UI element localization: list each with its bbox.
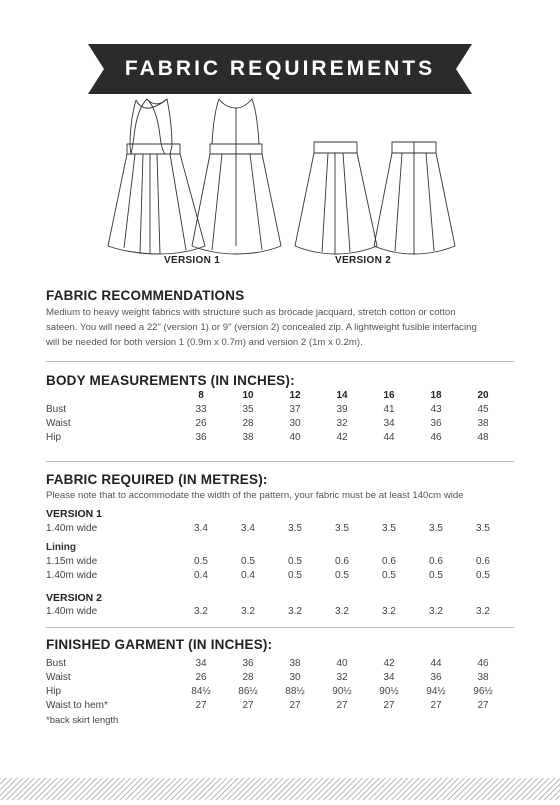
recommendation-line: will be needed for both version 1 (0.9m x 0.7m) and version 2 (1m x 0.2m). bbox=[46, 337, 363, 348]
table-cell: 0.6 bbox=[429, 556, 443, 567]
table-cell: 27 bbox=[289, 700, 301, 711]
table-cell: 38 bbox=[242, 432, 254, 443]
table-cell: 38 bbox=[477, 672, 489, 683]
section-divider bbox=[46, 461, 514, 462]
table-cell: 44 bbox=[383, 432, 395, 443]
table-row bbox=[46, 404, 516, 418]
table-cell: 36 bbox=[195, 432, 207, 443]
title-banner bbox=[88, 44, 472, 94]
table-row bbox=[46, 686, 516, 700]
lining-heading-row bbox=[46, 542, 516, 556]
table-cell: 38 bbox=[477, 418, 489, 429]
table-cell: 28 bbox=[242, 418, 254, 429]
table-cell: 36 bbox=[430, 672, 442, 683]
table-cell: 46 bbox=[430, 432, 442, 443]
table-cell: 90½ bbox=[332, 686, 352, 697]
table-cell: 36 bbox=[430, 418, 442, 429]
table-cell: 0.5 bbox=[241, 556, 255, 567]
lining-heading: Lining bbox=[46, 542, 76, 553]
finished-garment-title: FINISHED GARMENT (IN INCHES): bbox=[46, 637, 273, 652]
table-cell: 45 bbox=[477, 404, 489, 415]
table-cell: 0.6 bbox=[476, 556, 490, 567]
dress-back-sketch bbox=[192, 99, 281, 254]
table-cell: 34 bbox=[383, 418, 395, 429]
size-header: 10 bbox=[242, 390, 254, 401]
table-cell: 0.5 bbox=[429, 570, 443, 581]
table-cell: 27 bbox=[195, 700, 207, 711]
dress-front-sketch bbox=[108, 99, 205, 254]
table-cell: 0.5 bbox=[194, 556, 208, 567]
table-cell: 34 bbox=[195, 658, 207, 669]
size-header: 8 bbox=[198, 390, 204, 401]
table-cell: 88½ bbox=[285, 686, 305, 697]
table-cell: 27 bbox=[336, 700, 348, 711]
row-label: Bust bbox=[46, 404, 67, 415]
garment-illustrations bbox=[0, 96, 560, 276]
table-cell: 3.2 bbox=[194, 606, 208, 617]
fabric-required-title: FABRIC REQUIRED (IN METRES): bbox=[46, 472, 268, 487]
table-row bbox=[46, 432, 516, 446]
table-cell: 41 bbox=[383, 404, 395, 415]
table-row bbox=[46, 418, 516, 432]
row-label: Hip bbox=[46, 686, 62, 697]
table-row bbox=[46, 658, 516, 672]
table-cell: 26 bbox=[195, 418, 207, 429]
table-cell: 94½ bbox=[426, 686, 446, 697]
fabric-width-note: Please note that to accommodate the width of the pattern, your fabric must be at least 140cm wide bbox=[46, 490, 464, 501]
table-cell: 0.6 bbox=[335, 556, 349, 567]
row-label: 1.15m wide bbox=[46, 556, 98, 567]
page-title: FABRIC REQUIREMENTS bbox=[124, 57, 436, 80]
table-cell: 0.5 bbox=[335, 570, 349, 581]
fabric-recommendations-text bbox=[46, 305, 518, 350]
table-cell: 96½ bbox=[473, 686, 493, 697]
table-cell: 32 bbox=[336, 418, 348, 429]
size-header: 16 bbox=[383, 390, 395, 401]
size-header: 20 bbox=[477, 390, 489, 401]
table-cell: 84½ bbox=[191, 686, 211, 697]
table-cell: 40 bbox=[336, 658, 348, 669]
row-label: Waist bbox=[46, 418, 71, 429]
table-cell: 0.4 bbox=[241, 570, 255, 581]
size-header: 14 bbox=[336, 390, 348, 401]
hatch-pattern bbox=[0, 778, 560, 800]
table-cell: 30 bbox=[289, 672, 301, 683]
table-cell: 0.5 bbox=[382, 570, 396, 581]
row-label: Waist to hem* bbox=[46, 700, 108, 711]
table-cell: 44 bbox=[430, 658, 442, 669]
table-cell: 90½ bbox=[379, 686, 399, 697]
skirt-front-sketch bbox=[295, 142, 377, 254]
table-cell: 40 bbox=[289, 432, 301, 443]
version-1-label: VERSION 1 bbox=[164, 255, 221, 266]
table-cell: 27 bbox=[430, 700, 442, 711]
table-cell: 48 bbox=[477, 432, 489, 443]
table-cell: 0.5 bbox=[288, 556, 302, 567]
table-cell: 3.2 bbox=[288, 606, 302, 617]
table-cell: 3.2 bbox=[429, 606, 443, 617]
table-cell: 3.2 bbox=[476, 606, 490, 617]
table-cell: 34 bbox=[383, 672, 395, 683]
section-divider bbox=[46, 361, 514, 362]
table-cell: 3.5 bbox=[429, 523, 443, 534]
table-cell: 33 bbox=[195, 404, 207, 415]
table-cell: 3.2 bbox=[241, 606, 255, 617]
table-cell: 27 bbox=[383, 700, 395, 711]
size-header-row bbox=[46, 390, 516, 404]
section-divider bbox=[46, 627, 514, 628]
table-row bbox=[46, 523, 516, 537]
table-row bbox=[46, 700, 516, 714]
table-cell: 3.5 bbox=[382, 523, 396, 534]
table-cell: 35 bbox=[242, 404, 254, 415]
table-cell: 36 bbox=[242, 658, 254, 669]
table-cell: 3.2 bbox=[335, 606, 349, 617]
skirt-back-sketch bbox=[374, 142, 455, 254]
dress-sketches bbox=[0, 96, 560, 276]
table-cell: 3.5 bbox=[288, 523, 302, 534]
table-cell: 42 bbox=[383, 658, 395, 669]
table-cell: 0.5 bbox=[476, 570, 490, 581]
version-2-label: VERSION 2 bbox=[335, 255, 392, 266]
table-cell: 3.4 bbox=[241, 523, 255, 534]
recommendation-line: sateen. You will need a 22" (version 1) or 9" (version 2) concealed zip. A lightweight fusible interfacing bbox=[46, 322, 477, 333]
table-row bbox=[46, 672, 516, 686]
table-cell: 3.5 bbox=[335, 523, 349, 534]
table-cell: 0.6 bbox=[382, 556, 396, 567]
row-label: Bust bbox=[46, 658, 67, 669]
table-cell: 32 bbox=[336, 672, 348, 683]
table-cell: 0.5 bbox=[288, 570, 302, 581]
table-cell: 43 bbox=[430, 404, 442, 415]
table-cell: 46 bbox=[477, 658, 489, 669]
table-cell: 27 bbox=[242, 700, 254, 711]
table-cell: 0.4 bbox=[194, 570, 208, 581]
table-row bbox=[46, 570, 516, 584]
table-row bbox=[46, 606, 516, 620]
body-measurements-title: BODY MEASUREMENTS (IN INCHES): bbox=[46, 373, 295, 388]
row-label: 1.40m wide bbox=[46, 570, 98, 581]
row-label: Hip bbox=[46, 432, 62, 443]
table-row bbox=[46, 556, 516, 570]
row-label: 1.40m wide bbox=[46, 606, 98, 617]
row-label: Waist bbox=[46, 672, 71, 683]
table-cell: 30 bbox=[289, 418, 301, 429]
table-cell: 27 bbox=[477, 700, 489, 711]
table-cell: 86½ bbox=[238, 686, 258, 697]
table-cell: 37 bbox=[289, 404, 301, 415]
version-1-heading: VERSION 1 bbox=[46, 508, 103, 520]
size-header: 12 bbox=[289, 390, 301, 401]
fabric-recommendations-title: FABRIC RECOMMENDATIONS bbox=[46, 288, 245, 303]
table-cell: 38 bbox=[289, 658, 301, 669]
footnote: *back skirt length bbox=[46, 715, 119, 726]
recommendation-line: Medium to heavy weight fabrics with structure such as brocade jacquard, stretch cotton or cotton bbox=[46, 307, 456, 318]
table-cell: 26 bbox=[195, 672, 207, 683]
table-cell: 28 bbox=[242, 672, 254, 683]
table-cell: 3.4 bbox=[194, 523, 208, 534]
footnote-row bbox=[46, 715, 516, 729]
table-cell: 3.2 bbox=[382, 606, 396, 617]
table-cell: 39 bbox=[336, 404, 348, 415]
table-cell: 3.5 bbox=[476, 523, 490, 534]
size-header: 18 bbox=[430, 390, 442, 401]
decorative-footer-band bbox=[0, 778, 560, 800]
row-label: 1.40m wide bbox=[46, 523, 98, 534]
version-2-heading: VERSION 2 bbox=[46, 592, 103, 604]
table-cell: 42 bbox=[336, 432, 348, 443]
